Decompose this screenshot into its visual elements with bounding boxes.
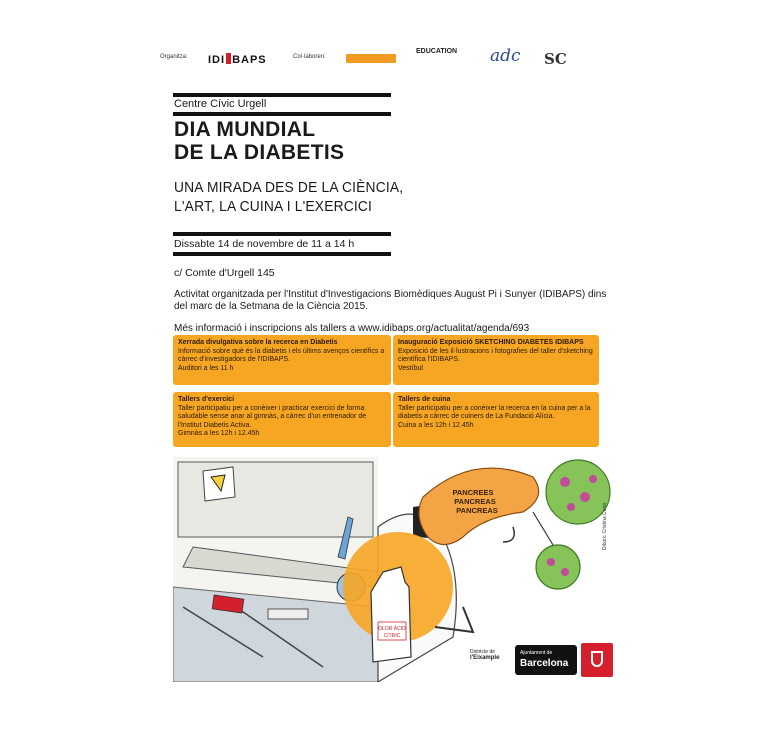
footer-logos (460, 641, 617, 681)
pancreas-label-2: PANCREAS (454, 497, 496, 506)
city-label: Barcelona (520, 658, 569, 669)
title-line-2: DE LA DIABETIS (174, 141, 345, 164)
activity-place: Auditori a les 11 h (178, 364, 234, 372)
title-rule (173, 112, 391, 116)
activity-title: Tallers de cuina (398, 396, 451, 403)
organitza-label: Organitza: (160, 54, 188, 60)
pancreas-label-1: PANCREES (452, 488, 494, 497)
ajuntament-label: Ajuntament de (520, 650, 553, 656)
event-address: c/ Comte d'Urgell 145 (174, 267, 275, 279)
spray-bottle-icon (371, 567, 411, 662)
subtitle-line-2: L'ART, LA CUINA I L'EXERCICI (174, 198, 373, 215)
collaboren-label: Col·laboren: (293, 54, 326, 60)
date-rule-top (173, 232, 391, 236)
more-info: Més informació i inscripcions als tallers a www.idibaps.org/actualitat/agenda/693 (174, 323, 530, 334)
activity-title: Inauguració Exposició SKETCHING DIABETES IDIBAPS (398, 339, 584, 346)
sponsor-logos (160, 40, 620, 80)
adc-logo: adc (490, 46, 521, 66)
poster-subtitle (174, 178, 403, 216)
orange-partner-logo (346, 54, 396, 63)
subtitle-line-1: UNA MIRADA DES DE LA CIÈNCIA, (174, 179, 404, 196)
activity-place: Cuina a les 12h i 12.45h (398, 421, 474, 429)
activity-place: Gimnàs a les 12h i 12.45h (178, 430, 260, 438)
activity-body: Taller participatiu per a conèixer la recerca en la cuina per a la diabetis a càrrec de cuiners de La Fundació Alícia. (398, 404, 591, 421)
activity-body: Taller participatiu per a conèixer i practicar exercici de forma saludable sense anar al gimnàs, a càrrec d'un entrenador de l'Institut Diabetis Activa. (178, 404, 367, 429)
pancreas-label-3: PANCREAS (456, 506, 498, 515)
district-logo: Districte de l'Eixample (470, 649, 500, 661)
bottle-label: OLOR ÀCID (378, 626, 406, 632)
activity-box-cuina (393, 392, 599, 447)
education-logo: EDUCATION (416, 48, 458, 55)
title-line-1: DIA MUNDIAL (174, 118, 316, 141)
activity-body: Exposició de les il·lustracions i fotografies del taller d'sketching científica l'IDIBAPS. (398, 347, 593, 364)
poster-title (174, 118, 344, 164)
event-date: Dissabte 14 de novembre de 11 a 14 h (174, 238, 355, 250)
sc15-logo: SC (544, 50, 567, 68)
activity-place: Vestíbul (398, 364, 423, 372)
venue: Centre Cívic Urgell (174, 98, 267, 110)
activity-box-exposicio (393, 335, 599, 385)
ajuntament-logo (515, 645, 577, 675)
cell-icon (536, 545, 580, 589)
svg-text:CÍTRIC: CÍTRIC (383, 633, 401, 639)
cell-cluster-icon (546, 460, 610, 524)
activity-title: Xerrada divulgativa sobre la recerca en Diabetis (178, 339, 338, 346)
barcelona-shield-icon (581, 643, 613, 677)
illustration-credit: Dibuix: Cristina Curto (602, 502, 608, 550)
activity-body: Informació sobre què és la diabetis i els últims avenços científics a càrrec d'investigadors de l'IDIBAPS. (178, 347, 385, 364)
top-rule (173, 93, 391, 97)
event-poster (160, 30, 620, 690)
activity-box-exercici (173, 392, 391, 447)
date-rule-bottom (173, 252, 391, 256)
event-description: Activitat organitzada per l'Institut d'Investigacions Biomèdiques August Pi i Sunyer (IDIBAPS) dins del marc de la Setmana de la Ciència 2015. (174, 289, 607, 312)
activity-title: Tallers d'exercici (178, 396, 235, 403)
activity-box-xerrada (173, 335, 391, 385)
idibaps-logo: IDI BAPS (208, 54, 267, 66)
